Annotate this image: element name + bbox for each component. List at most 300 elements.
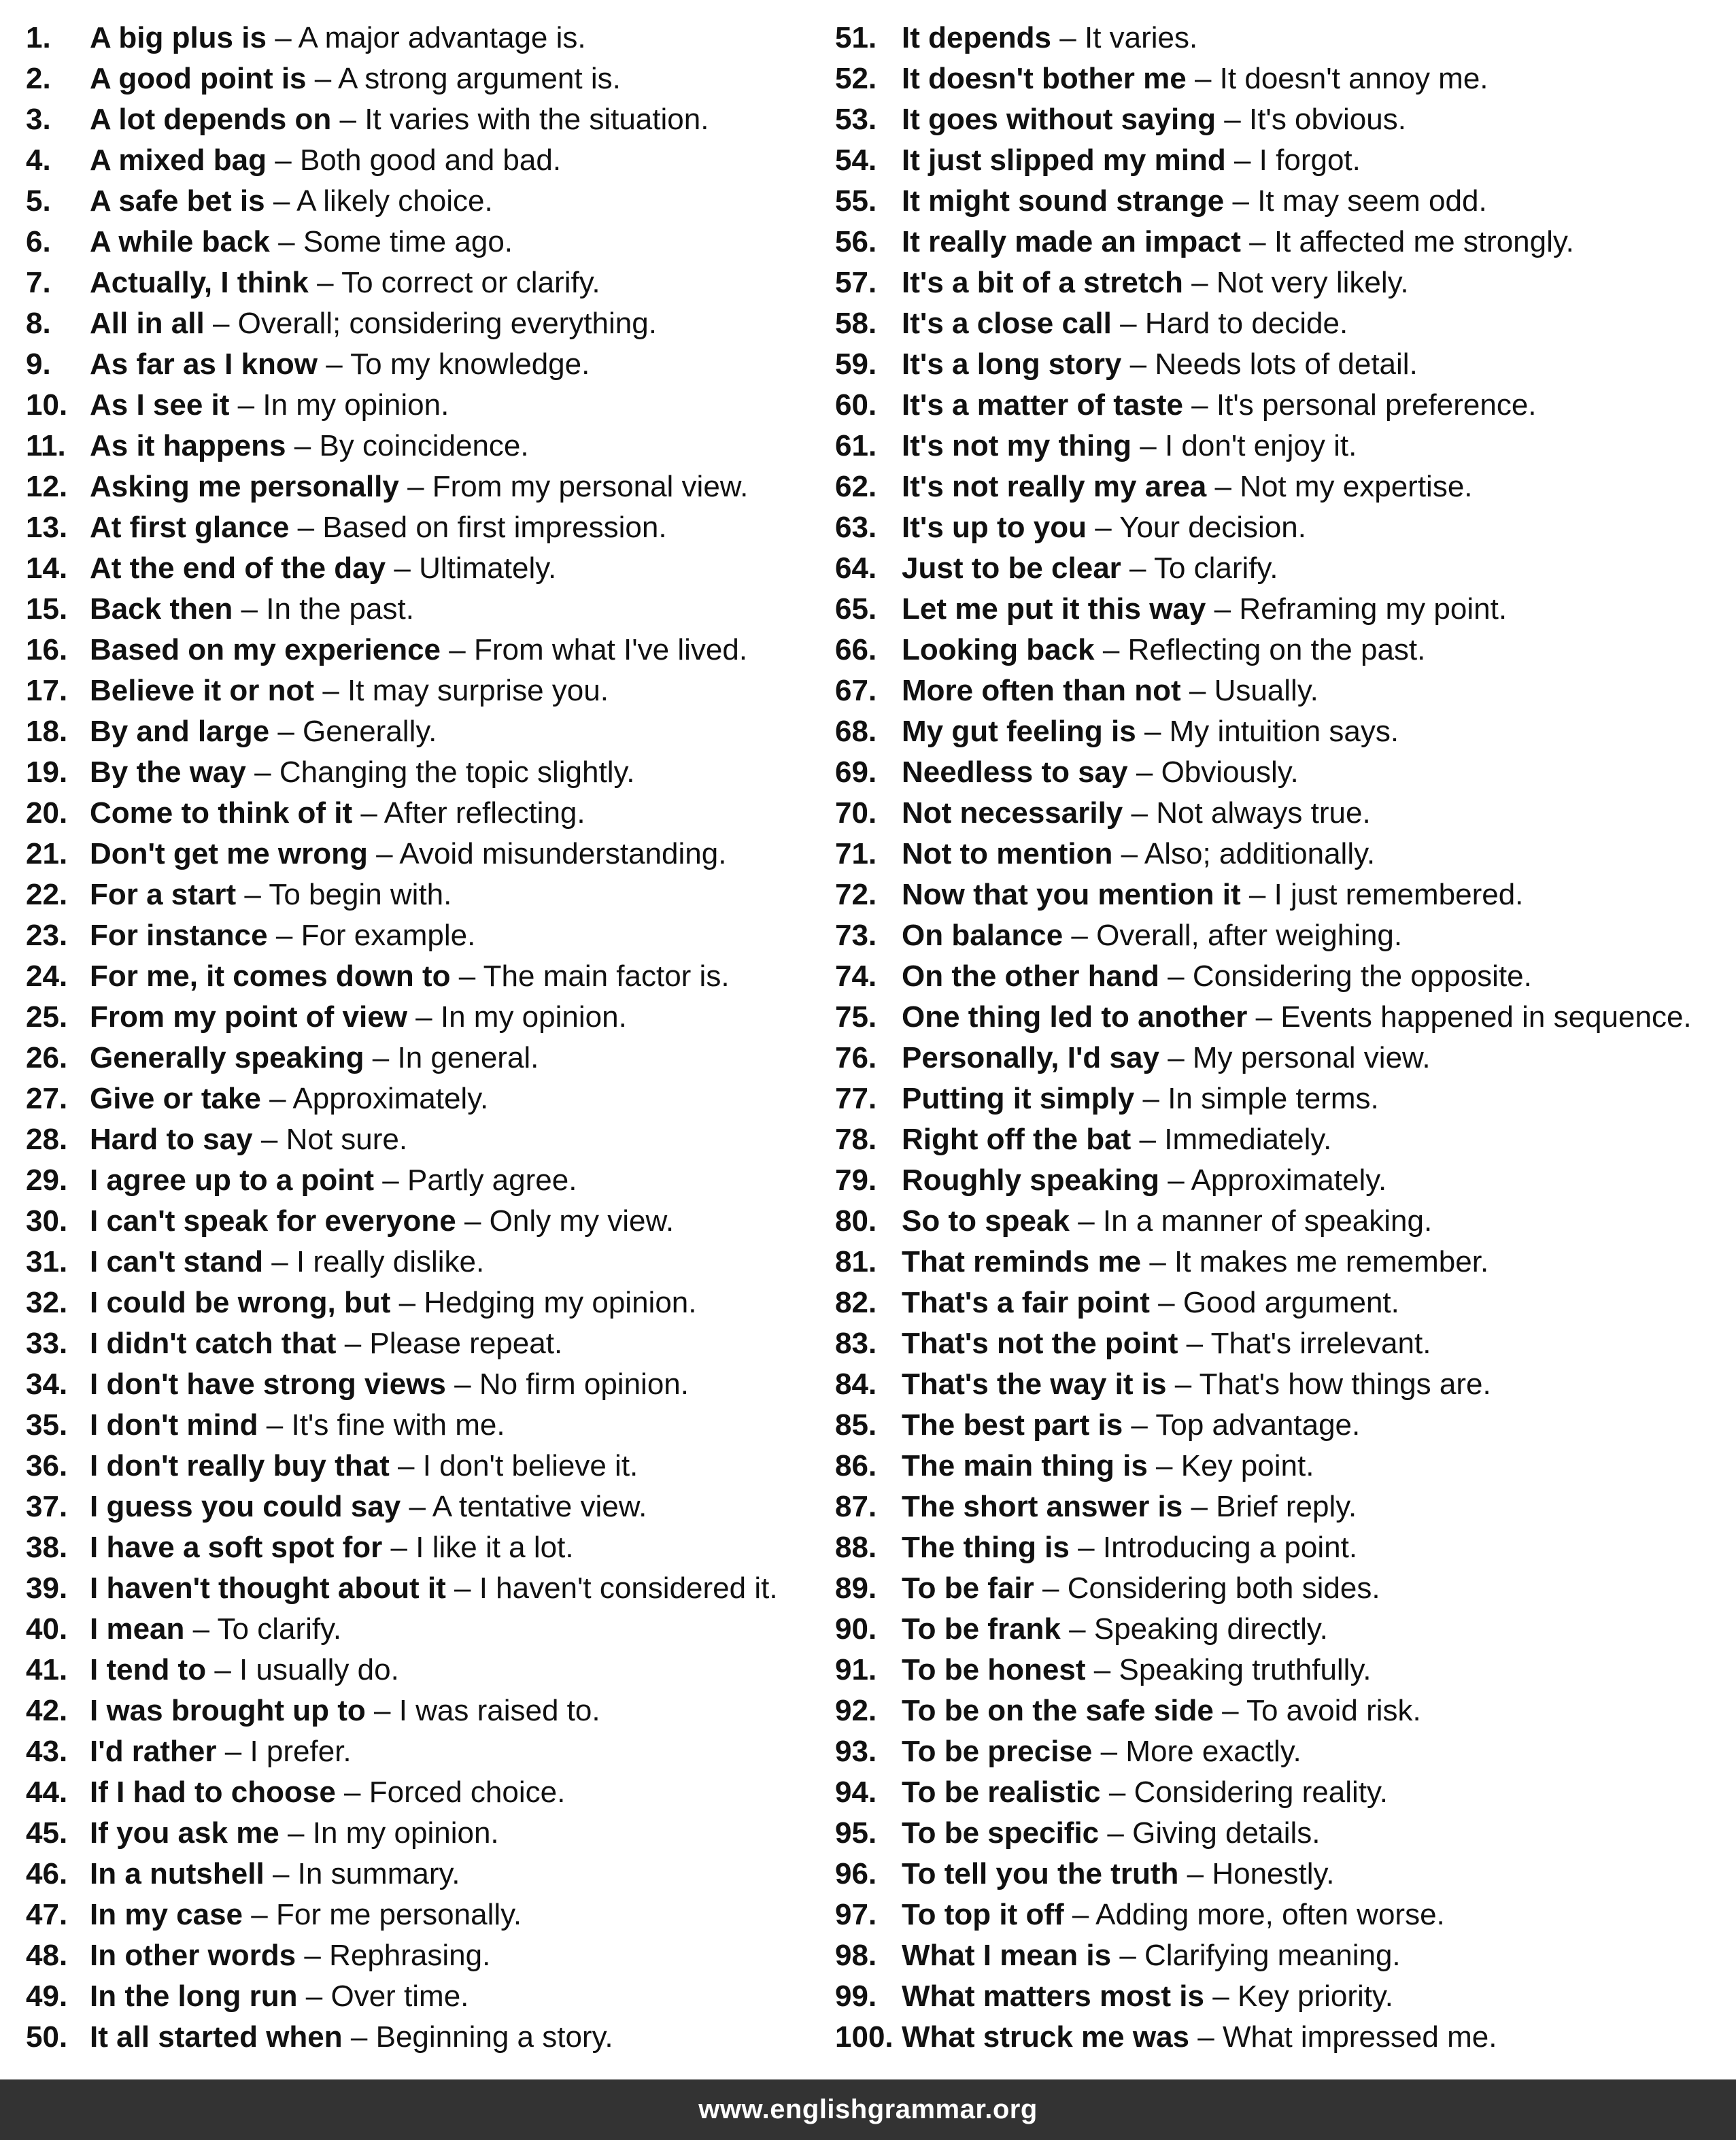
- list-item: [835, 1119, 1726, 1160]
- item-separator: –: [322, 674, 339, 707]
- item-number: 5.: [26, 184, 51, 218]
- item-separator: –: [297, 511, 315, 544]
- item-phrase: Come to think of it: [90, 796, 353, 830]
- list-item: [835, 1609, 1726, 1650]
- item-meaning: Hedging my opinion.: [424, 1286, 697, 1319]
- item-number: 22.: [26, 878, 68, 911]
- item-phrase: A while back: [90, 225, 270, 258]
- list-item: [835, 793, 1726, 834]
- item-number: 25.: [26, 1000, 68, 1034]
- item-phrase: So to speak: [902, 1204, 1070, 1238]
- item-phrase: Right off the bat: [902, 1123, 1131, 1156]
- list-item: [26, 997, 828, 1038]
- item-separator: –: [1197, 2020, 1214, 2054]
- list-item: [835, 997, 1726, 1038]
- item-meaning: Brief reply.: [1216, 1490, 1357, 1523]
- list-item: [835, 1283, 1726, 1323]
- item-separator: –: [1139, 1123, 1156, 1156]
- item-number: 70.: [835, 796, 877, 830]
- list-item: [26, 1283, 828, 1323]
- item-separator: –: [1232, 184, 1249, 218]
- item-phrase: All in all: [90, 307, 205, 340]
- list-item: [835, 1650, 1726, 1691]
- item-number: 100.: [835, 2020, 893, 2054]
- list-item: [835, 1772, 1726, 1813]
- item-separator: –: [1174, 1368, 1192, 1401]
- item-separator: –: [1168, 959, 1185, 993]
- item-meaning: A likely choice.: [296, 184, 493, 218]
- item-number: 62.: [835, 470, 877, 503]
- list-item: [26, 711, 828, 752]
- item-phrase: That reminds me: [902, 1245, 1142, 1278]
- item-meaning: It may seem odd.: [1257, 184, 1487, 218]
- item-phrase: From my point of view: [90, 1000, 407, 1034]
- item-meaning: I don't enjoy it.: [1164, 429, 1357, 462]
- list-item: [835, 181, 1726, 222]
- item-meaning: Key point.: [1180, 1449, 1314, 1482]
- item-phrase: Believe it or not: [90, 674, 315, 707]
- list-item: [835, 752, 1726, 793]
- item-meaning: Speaking truthfully.: [1119, 1653, 1372, 1686]
- list-item: [835, 2017, 1726, 2058]
- list-item: [26, 874, 828, 915]
- item-number: 1.: [26, 21, 51, 54]
- item-phrase: Just to be clear: [902, 551, 1121, 585]
- item-phrase: I don't have strong views: [90, 1368, 446, 1401]
- item-separator: –: [314, 62, 332, 95]
- item-separator: –: [224, 1735, 242, 1768]
- item-meaning: I really dislike.: [296, 1245, 485, 1278]
- item-phrase: In other words: [90, 1939, 296, 1972]
- item-phrase: To be precise: [902, 1735, 1093, 1768]
- item-phrase: A lot depends on: [90, 103, 332, 136]
- item-separator: –: [1078, 1204, 1095, 1238]
- item-phrase: It's not really my area: [902, 470, 1207, 503]
- item-phrase: Let me put it this way: [902, 592, 1206, 626]
- item-separator: –: [1212, 1980, 1229, 2013]
- item-separator: –: [271, 1245, 288, 1278]
- item-separator: –: [277, 715, 294, 748]
- item-number: 88.: [835, 1531, 877, 1564]
- list-item: [26, 1772, 828, 1813]
- item-number: 55.: [835, 184, 877, 218]
- item-phrase: In my case: [90, 1898, 243, 1931]
- item-separator: –: [1078, 1531, 1095, 1564]
- item-separator: –: [1100, 1735, 1118, 1768]
- item-separator: –: [241, 592, 258, 626]
- item-phrase: For me, it comes down to: [90, 959, 451, 993]
- item-meaning: Good argument.: [1182, 1286, 1399, 1319]
- item-phrase: I'd rather: [90, 1735, 217, 1768]
- item-meaning: Giving details.: [1132, 1816, 1321, 1850]
- item-number: 95.: [835, 1816, 877, 1850]
- item-separator: –: [275, 919, 293, 952]
- item-number: 27.: [26, 1082, 68, 1115]
- item-meaning: It affected me strongly.: [1274, 225, 1574, 258]
- item-meaning: Considering reality.: [1134, 1776, 1388, 1809]
- item-number: 51.: [835, 21, 877, 54]
- item-meaning: It may surprise you.: [347, 674, 609, 707]
- list-item: [26, 2017, 828, 2058]
- item-meaning: It doesn't annoy me.: [1219, 62, 1488, 95]
- item-separator: –: [212, 307, 230, 340]
- item-number: 3.: [26, 103, 51, 136]
- item-number: 83.: [835, 1327, 877, 1360]
- item-phrase: It's not my thing: [902, 429, 1131, 462]
- item-separator: –: [454, 1572, 471, 1605]
- item-separator: –: [1255, 1000, 1273, 1034]
- item-number: 73.: [835, 919, 877, 952]
- item-meaning: Hard to decide.: [1144, 307, 1348, 340]
- item-phrase: It's a bit of a stretch: [902, 266, 1183, 299]
- item-phrase: What matters most is: [902, 1980, 1204, 2013]
- item-phrase: For instance: [90, 919, 268, 952]
- item-number: 19.: [26, 755, 68, 789]
- item-separator: –: [326, 347, 343, 381]
- item-phrase: I can't speak for everyone: [90, 1204, 456, 1238]
- item-phrase: Back then: [90, 592, 233, 626]
- item-phrase: It might sound strange: [902, 184, 1225, 218]
- item-number: 75.: [835, 1000, 877, 1034]
- item-number: 40.: [26, 1612, 68, 1646]
- list-item: [835, 58, 1726, 99]
- item-meaning: Not my expertise.: [1240, 470, 1473, 503]
- list-item: [835, 915, 1726, 956]
- item-meaning: Please repeat.: [369, 1327, 563, 1360]
- item-phrase: I haven't thought about it: [90, 1572, 446, 1605]
- item-meaning: It makes me remember.: [1174, 1245, 1489, 1278]
- item-separator: –: [1214, 592, 1231, 626]
- item-phrase: I tend to: [90, 1653, 207, 1686]
- item-meaning: I like it a lot.: [415, 1531, 574, 1564]
- item-meaning: In simple terms.: [1168, 1082, 1379, 1115]
- item-separator: –: [1131, 796, 1148, 830]
- list-item: [26, 1079, 828, 1119]
- item-phrase: Not necessarily: [902, 796, 1123, 830]
- item-meaning: Speaking directly.: [1093, 1612, 1328, 1646]
- item-number: 94.: [835, 1776, 877, 1809]
- item-number: 18.: [26, 715, 68, 748]
- item-phrase: Based on my experience: [90, 633, 441, 666]
- list-item: [26, 1895, 828, 1935]
- item-number: 14.: [26, 551, 68, 585]
- item-separator: –: [1248, 878, 1266, 911]
- list-item: [835, 834, 1726, 874]
- item-phrase: I can't stand: [90, 1245, 263, 1278]
- item-separator: –: [1102, 633, 1120, 666]
- item-phrase: It depends: [902, 21, 1052, 54]
- item-number: 52.: [835, 62, 877, 95]
- item-separator: –: [273, 184, 290, 218]
- item-number: 10.: [26, 388, 68, 422]
- item-separator: –: [344, 1327, 362, 1360]
- item-phrase: A safe bet is: [90, 184, 265, 218]
- item-number: 44.: [26, 1776, 68, 1809]
- item-phrase: That's not the point: [902, 1327, 1178, 1360]
- list-item: [26, 1691, 828, 1731]
- list-item: [26, 222, 828, 262]
- item-phrase: A mixed bag: [90, 143, 267, 177]
- item-phrase: To be frank: [902, 1612, 1061, 1646]
- item-meaning: Key priority.: [1237, 1980, 1393, 2013]
- item-separator: –: [1191, 266, 1208, 299]
- item-separator: –: [1142, 1082, 1159, 1115]
- item-separator: –: [390, 1531, 408, 1564]
- item-number: 39.: [26, 1572, 68, 1605]
- item-meaning: My personal view.: [1192, 1041, 1431, 1074]
- item-meaning: Some time ago.: [303, 225, 513, 258]
- item-number: 31.: [26, 1245, 68, 1278]
- item-meaning: Based on first impression.: [322, 511, 667, 544]
- item-number: 89.: [835, 1572, 877, 1605]
- item-number: 23.: [26, 919, 68, 952]
- item-phrase: It all started when: [90, 2020, 343, 2054]
- item-meaning: It's personal preference.: [1216, 388, 1537, 422]
- list-item: [26, 426, 828, 466]
- item-meaning: It's obvious.: [1248, 103, 1406, 136]
- item-meaning: Usually.: [1214, 674, 1318, 707]
- item-separator: –: [373, 1694, 391, 1727]
- item-separator: –: [192, 1612, 210, 1646]
- item-separator: –: [1191, 1490, 1208, 1523]
- item-meaning: Over time.: [330, 1980, 469, 2013]
- item-meaning: Your decision.: [1119, 511, 1306, 544]
- list-item: [26, 262, 828, 303]
- item-phrase: Looking back: [902, 633, 1095, 666]
- item-phrase: It's up to you: [902, 511, 1087, 544]
- item-phrase: I was brought up to: [90, 1694, 366, 1727]
- item-number: 53.: [835, 103, 877, 136]
- list-item: [26, 670, 828, 711]
- item-phrase: I don't mind: [90, 1408, 258, 1442]
- item-separator: –: [1136, 755, 1153, 789]
- list-item: [26, 752, 828, 793]
- item-separator: –: [1059, 21, 1076, 54]
- item-phrase: To tell you the truth: [902, 1857, 1179, 1890]
- item-phrase: My gut feeling is: [902, 715, 1136, 748]
- item-meaning: Reframing my point.: [1239, 592, 1508, 626]
- item-meaning: Clarifying meaning.: [1144, 1939, 1401, 1972]
- item-separator: –: [1149, 1245, 1166, 1278]
- list-item: [26, 1038, 828, 1079]
- list-item: [26, 344, 828, 385]
- list-item: [26, 793, 828, 834]
- item-meaning: Overall, after weighing.: [1096, 919, 1403, 952]
- list-item: [26, 630, 828, 670]
- item-phrase: Needless to say: [902, 755, 1128, 789]
- list-item: [835, 1487, 1726, 1527]
- item-number: 7.: [26, 266, 51, 299]
- item-number: 13.: [26, 511, 68, 544]
- item-meaning: A tentative view.: [432, 1490, 647, 1523]
- item-phrase: Not to mention: [902, 837, 1113, 870]
- item-meaning: I don't believe it.: [422, 1449, 639, 1482]
- item-meaning: To correct or clarify.: [341, 266, 600, 299]
- item-number: 97.: [835, 1898, 877, 1931]
- item-separator: –: [1072, 1898, 1089, 1931]
- list-item: [835, 1854, 1726, 1895]
- item-separator: –: [1189, 674, 1206, 707]
- item-phrase: Hard to say: [90, 1123, 253, 1156]
- item-separator: –: [394, 551, 411, 585]
- item-separator: –: [1121, 837, 1138, 870]
- item-meaning: Only my view.: [489, 1204, 675, 1238]
- item-meaning: Approximately.: [292, 1082, 489, 1115]
- list-item: [26, 1487, 828, 1527]
- item-phrase: A big plus is: [90, 21, 267, 54]
- item-number: 42.: [26, 1694, 68, 1727]
- list-item: [26, 1650, 828, 1691]
- list-item: [835, 1446, 1726, 1487]
- list-item: [835, 1568, 1726, 1609]
- item-phrase: By and large: [90, 715, 270, 748]
- list-item: [835, 1323, 1726, 1364]
- item-number: 47.: [26, 1898, 68, 1931]
- list-item: [835, 507, 1726, 548]
- item-number: 11.: [26, 429, 66, 462]
- item-number: 87.: [835, 1490, 877, 1523]
- item-meaning: I was raised to.: [398, 1694, 600, 1727]
- item-meaning: Beginning a story.: [375, 2020, 613, 2054]
- item-separator: –: [398, 1286, 416, 1319]
- list-item: [26, 589, 828, 630]
- item-phrase: Roughly speaking: [902, 1164, 1159, 1197]
- list-item: [26, 58, 828, 99]
- item-phrase: That's a fair point: [902, 1286, 1150, 1319]
- item-phrase: To be on the safe side: [902, 1694, 1214, 1727]
- item-separator: –: [275, 143, 292, 177]
- item-phrase: On balance: [902, 919, 1063, 952]
- item-separator: –: [360, 796, 377, 830]
- item-number: 72.: [835, 878, 877, 911]
- list-item: [835, 670, 1726, 711]
- list-item: [835, 1691, 1726, 1731]
- item-meaning: Honestly.: [1212, 1857, 1335, 1890]
- list-item: [26, 1813, 828, 1854]
- list-item: [26, 1119, 828, 1160]
- item-separator: –: [294, 429, 311, 462]
- item-separator: –: [449, 633, 466, 666]
- item-number: 56.: [835, 225, 877, 258]
- item-separator: –: [1249, 225, 1266, 258]
- list-item: [26, 1446, 828, 1487]
- list-item: [835, 589, 1726, 630]
- item-meaning: I forgot.: [1259, 143, 1361, 177]
- item-number: 37.: [26, 1490, 68, 1523]
- item-number: 30.: [26, 1204, 68, 1238]
- item-separator: –: [237, 388, 255, 422]
- item-meaning: That's irrelevant.: [1210, 1327, 1431, 1360]
- list-item: [26, 140, 828, 181]
- item-phrase: Don't get me wrong: [90, 837, 368, 870]
- item-separator: –: [1093, 1653, 1111, 1686]
- item-number: 21.: [26, 837, 68, 870]
- item-meaning: Also; additionally.: [1144, 837, 1376, 870]
- list-item: [835, 1895, 1726, 1935]
- item-meaning: By coincidence.: [319, 429, 529, 462]
- item-separator: –: [317, 266, 334, 299]
- item-number: 69.: [835, 755, 877, 789]
- item-phrase: For a start: [90, 878, 237, 911]
- item-phrase: It really made an impact: [902, 225, 1241, 258]
- item-number: 63.: [835, 511, 877, 544]
- item-meaning: It's fine with me.: [291, 1408, 505, 1442]
- item-number: 20.: [26, 796, 68, 830]
- item-meaning: From my personal view.: [432, 470, 749, 503]
- item-number: 29.: [26, 1164, 68, 1197]
- item-meaning: It varies.: [1084, 21, 1198, 54]
- list-item: [835, 99, 1726, 140]
- item-separator: –: [1071, 919, 1088, 952]
- list-item: [835, 303, 1726, 344]
- item-meaning: Considering both sides.: [1067, 1572, 1380, 1605]
- item-phrase: Actually, I think: [90, 266, 309, 299]
- item-separator: –: [272, 1857, 290, 1890]
- list-item: [26, 18, 828, 58]
- item-phrase: At first glance: [90, 511, 290, 544]
- item-phrase: Personally, I'd say: [902, 1041, 1159, 1074]
- list-item: [835, 1935, 1726, 1976]
- list-item: [26, 834, 828, 874]
- item-number: 49.: [26, 1980, 68, 2013]
- item-number: 92.: [835, 1694, 877, 1727]
- item-meaning: From what I've lived.: [473, 633, 748, 666]
- list-item: [835, 1976, 1726, 2017]
- list-item: [26, 1935, 828, 1976]
- item-separator: –: [339, 103, 356, 136]
- item-phrase: One thing led to another: [902, 1000, 1248, 1034]
- list-item: [835, 344, 1726, 385]
- item-separator: –: [304, 1939, 321, 1972]
- item-meaning: Not always true.: [1156, 796, 1371, 830]
- list-item: [835, 1813, 1726, 1854]
- item-number: 82.: [835, 1286, 877, 1319]
- item-number: 48.: [26, 1939, 68, 1972]
- item-phrase: I guess you could say: [90, 1490, 401, 1523]
- item-number: 28.: [26, 1123, 68, 1156]
- item-separator: –: [382, 1164, 399, 1197]
- item-separator: –: [1095, 511, 1112, 544]
- item-separator: –: [260, 1123, 278, 1156]
- item-separator: –: [1187, 1857, 1204, 1890]
- item-meaning: In a manner of speaking.: [1102, 1204, 1433, 1238]
- item-meaning: To begin with.: [269, 878, 452, 911]
- item-number: 26.: [26, 1041, 68, 1074]
- item-number: 35.: [26, 1408, 68, 1442]
- list-item: [26, 1242, 828, 1283]
- item-meaning: A major advantage is.: [298, 21, 586, 54]
- item-phrase: That's the way it is: [902, 1368, 1167, 1401]
- item-phrase: On the other hand: [902, 959, 1159, 993]
- item-number: 76.: [835, 1041, 877, 1074]
- item-number: 33.: [26, 1327, 68, 1360]
- item-separator: –: [1222, 1694, 1239, 1727]
- list-item: [835, 1079, 1726, 1119]
- item-meaning: For example.: [301, 919, 476, 952]
- item-phrase: I agree up to a point: [90, 1164, 375, 1197]
- item-meaning: To clarify.: [1153, 551, 1278, 585]
- footer-url[interactable]: www.englishgrammar.org: [698, 2094, 1038, 2124]
- item-number: 12.: [26, 470, 68, 503]
- item-meaning: Approximately.: [1191, 1164, 1387, 1197]
- list-item: [26, 915, 828, 956]
- item-separator: –: [1129, 551, 1146, 585]
- item-separator: –: [1194, 62, 1212, 95]
- item-number: 71.: [835, 837, 877, 870]
- item-meaning: Generally.: [303, 715, 437, 748]
- list-item: [835, 262, 1726, 303]
- item-separator: –: [305, 1980, 323, 2013]
